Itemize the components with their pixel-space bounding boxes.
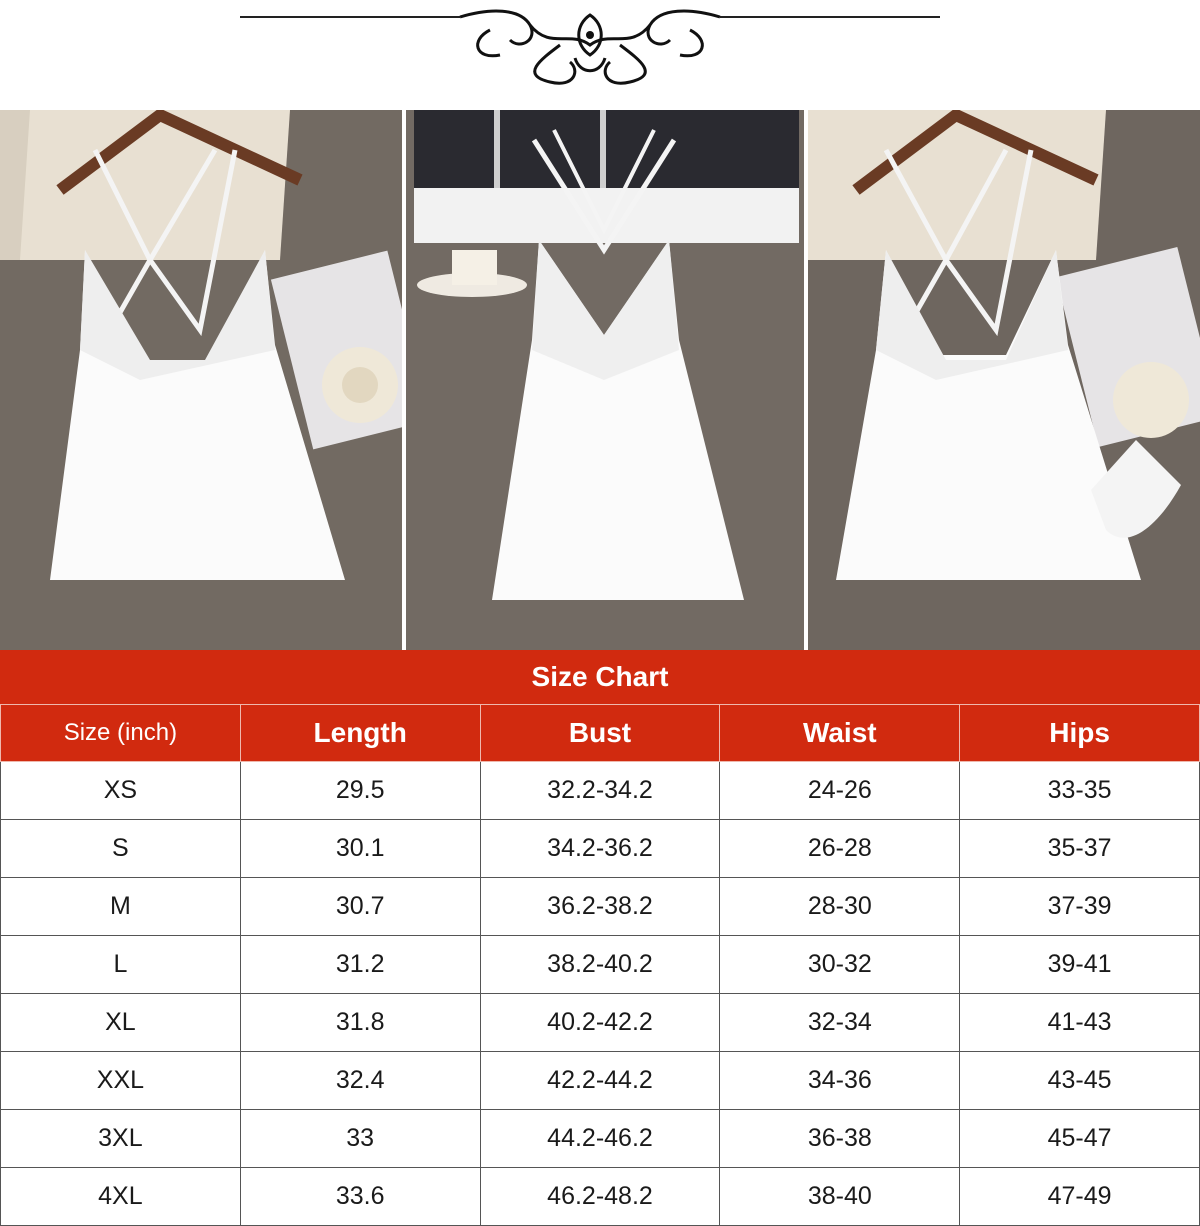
cell-bust: 38.2-40.2 bbox=[480, 936, 720, 994]
cell-hips: 37-39 bbox=[960, 878, 1200, 936]
header-bust: Bust bbox=[480, 705, 720, 762]
cell-bust: 34.2-36.2 bbox=[480, 820, 720, 878]
cell-waist: 28-30 bbox=[720, 878, 960, 936]
cell-waist: 36-38 bbox=[720, 1110, 960, 1168]
cell-length: 33.6 bbox=[240, 1168, 480, 1226]
header-length: Length bbox=[240, 705, 480, 762]
cell-bust: 32.2-34.2 bbox=[480, 762, 720, 820]
cell-hips: 47-49 bbox=[960, 1168, 1200, 1226]
cell-size: M bbox=[1, 878, 241, 936]
product-photo-right bbox=[806, 110, 1200, 650]
table-row bbox=[1, 936, 1200, 994]
cell-bust: 42.2-44.2 bbox=[480, 1052, 720, 1110]
photo-divider bbox=[402, 110, 406, 650]
table-row bbox=[1, 820, 1200, 878]
table-row bbox=[1, 1110, 1200, 1168]
cell-bust: 40.2-42.2 bbox=[480, 994, 720, 1052]
size-chart-title: Size Chart bbox=[0, 650, 1200, 704]
table-row bbox=[1, 994, 1200, 1052]
decorative-ornament bbox=[0, 0, 1200, 110]
cell-hips: 35-37 bbox=[960, 820, 1200, 878]
header-size: Size (inch) bbox=[1, 705, 241, 762]
cell-size: XXL bbox=[1, 1052, 241, 1110]
cell-length: 33 bbox=[240, 1110, 480, 1168]
cell-size: XL bbox=[1, 994, 241, 1052]
header-waist: Waist bbox=[720, 705, 960, 762]
cell-length: 32.4 bbox=[240, 1052, 480, 1110]
product-photos bbox=[0, 110, 1200, 650]
cell-bust: 44.2-46.2 bbox=[480, 1110, 720, 1168]
cell-hips: 39-41 bbox=[960, 936, 1200, 994]
size-table bbox=[0, 704, 1200, 1226]
photo-divider bbox=[804, 110, 808, 650]
cell-waist: 38-40 bbox=[720, 1168, 960, 1226]
cell-size: 3XL bbox=[1, 1110, 241, 1168]
table-row bbox=[1, 878, 1200, 936]
table-row bbox=[1, 762, 1200, 820]
table-row bbox=[1, 1052, 1200, 1110]
table-row bbox=[1, 1168, 1200, 1226]
cell-length: 29.5 bbox=[240, 762, 480, 820]
cell-bust: 46.2-48.2 bbox=[480, 1168, 720, 1226]
cell-length: 30.7 bbox=[240, 878, 480, 936]
header-hips: Hips bbox=[960, 705, 1200, 762]
cell-waist: 24-26 bbox=[720, 762, 960, 820]
cell-hips: 45-47 bbox=[960, 1110, 1200, 1168]
cell-length: 31.2 bbox=[240, 936, 480, 994]
cell-waist: 34-36 bbox=[720, 1052, 960, 1110]
cell-waist: 26-28 bbox=[720, 820, 960, 878]
cell-length: 30.1 bbox=[240, 820, 480, 878]
cell-size: L bbox=[1, 936, 241, 994]
cell-bust: 36.2-38.2 bbox=[480, 878, 720, 936]
cell-length: 31.8 bbox=[240, 994, 480, 1052]
cell-size: XS bbox=[1, 762, 241, 820]
cell-hips: 33-35 bbox=[960, 762, 1200, 820]
cell-waist: 30-32 bbox=[720, 936, 960, 994]
cell-size: S bbox=[1, 820, 241, 878]
flourish-icon bbox=[230, 0, 950, 100]
product-photo-left bbox=[0, 110, 404, 650]
table-header-row bbox=[1, 705, 1200, 762]
size-chart bbox=[0, 650, 1200, 1210]
cell-hips: 43-45 bbox=[960, 1052, 1200, 1110]
cell-hips: 41-43 bbox=[960, 994, 1200, 1052]
product-photo-center bbox=[404, 110, 806, 650]
cell-size: 4XL bbox=[1, 1168, 241, 1226]
cell-waist: 32-34 bbox=[720, 994, 960, 1052]
